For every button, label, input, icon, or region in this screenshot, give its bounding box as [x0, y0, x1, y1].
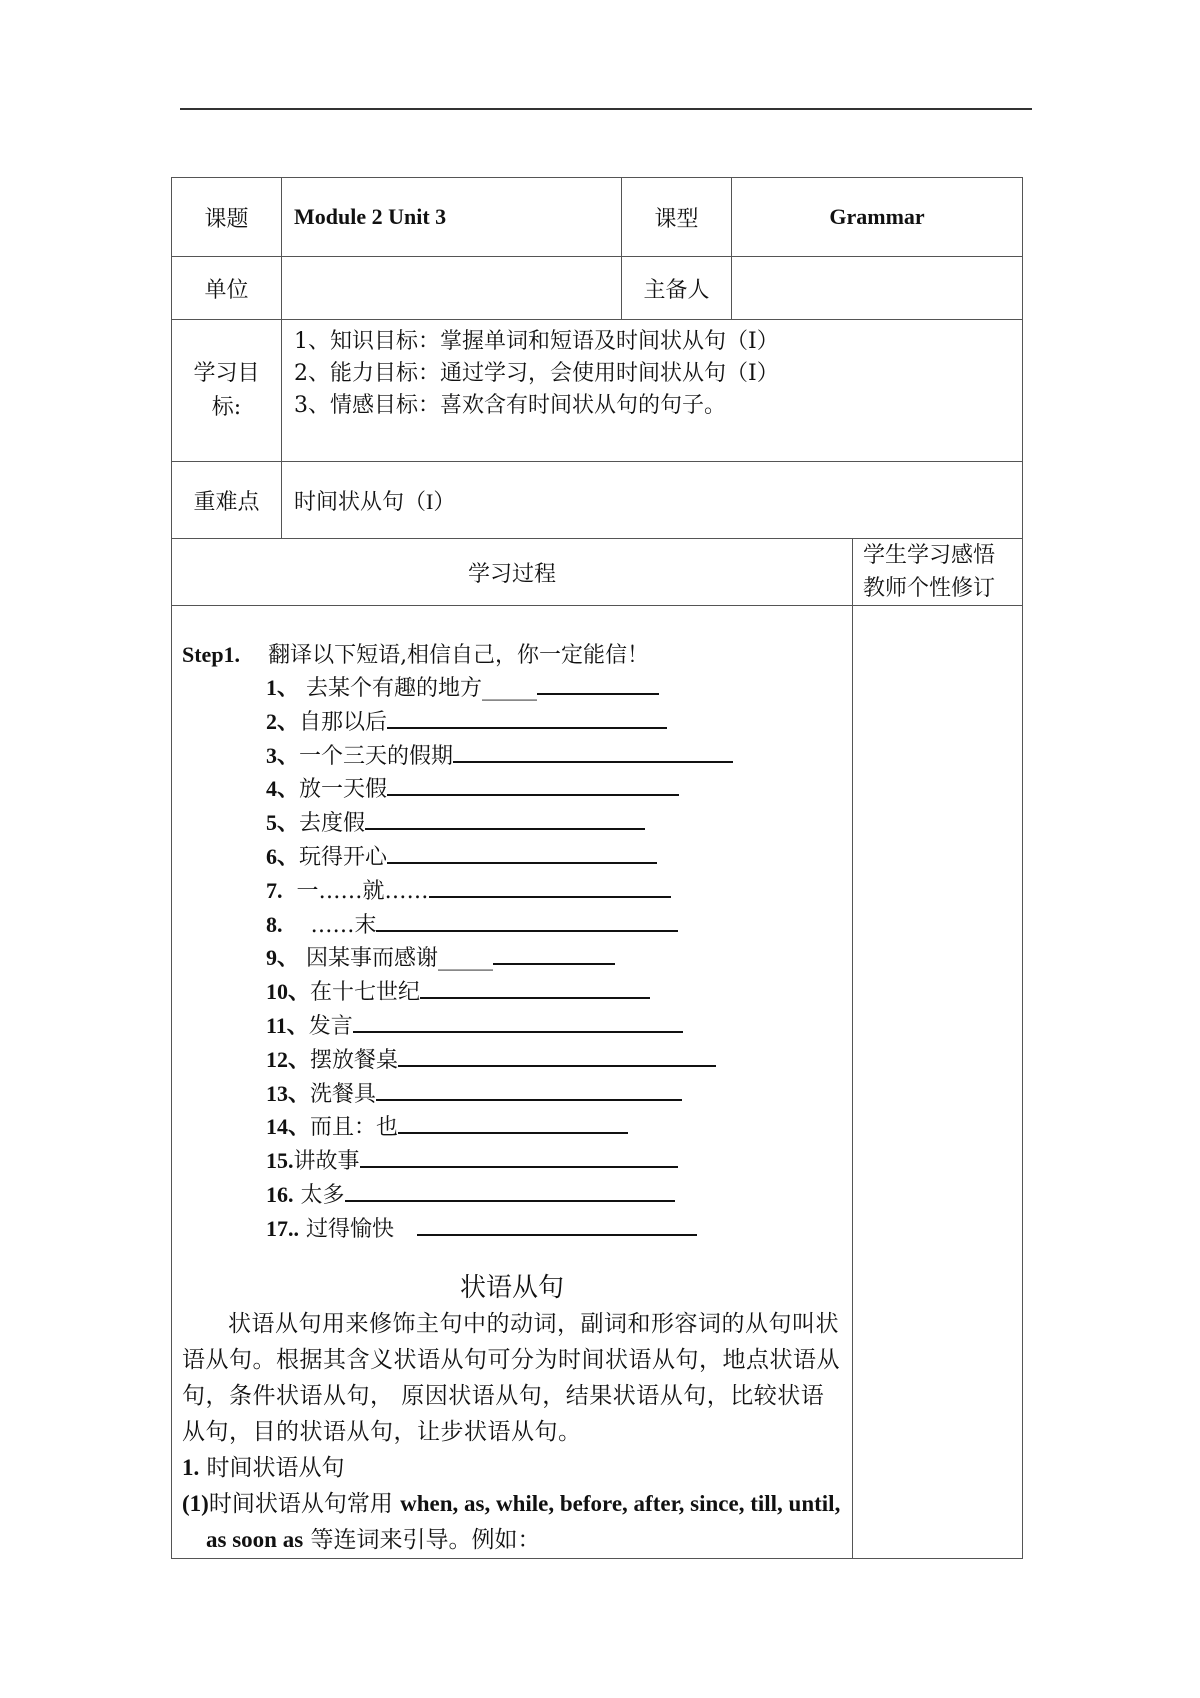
- phrase-number: 17..: [266, 1215, 299, 1241]
- step1-heading: [182, 640, 842, 671]
- answer-blank[interactable]: [365, 806, 645, 830]
- unit-label: 单位: [172, 257, 282, 320]
- keypoints-row: [172, 462, 1023, 539]
- goals-row: [172, 320, 1023, 462]
- side-header-line2: 教师个性修订: [863, 576, 996, 601]
- phrase-item: [266, 705, 842, 739]
- phrase-number: 6、: [266, 843, 300, 869]
- answer-blank[interactable]: [360, 1144, 678, 1168]
- phrase-number: 1、: [266, 675, 300, 700]
- phrase-number: 16.: [266, 1181, 294, 1207]
- phrase-text: 放一天假: [299, 777, 388, 803]
- answer-blank[interactable]: [537, 671, 659, 695]
- phrase-number: 3、: [266, 742, 300, 768]
- phrase-text: 而且：也: [310, 1115, 399, 1141]
- phrase-item: [266, 975, 842, 1009]
- phrase-item: [266, 874, 842, 908]
- topic-row: [172, 178, 1023, 257]
- answer-blank[interactable]: [417, 1212, 697, 1236]
- phrase-item: [266, 1009, 842, 1043]
- sub1-text-a: 时间状语从句常用: [208, 1490, 401, 1517]
- phrase-number: 2、: [266, 708, 300, 734]
- unit-row: [172, 257, 1023, 320]
- phrase-text: 洗餐具: [310, 1081, 377, 1107]
- phrase-item: [266, 1144, 842, 1178]
- process-content: [172, 606, 853, 1559]
- keypoints-label: 重难点: [172, 462, 282, 539]
- sub1-text-b: 等连词来引导。例如：: [303, 1526, 541, 1553]
- grammar-title: 状语从句: [459, 1272, 564, 1303]
- grammar-item1-num: 1.: [182, 1454, 200, 1480]
- goal-item: 2、能力目标：通过学习，会使用时间状从句（I）: [294, 361, 779, 386]
- phrase-number: 14、: [266, 1114, 311, 1140]
- phrase-number: 8.: [266, 911, 283, 937]
- grammar-item1-title: 时间状语从句: [199, 1454, 345, 1481]
- answer-blank[interactable]: [493, 941, 615, 965]
- phrase-number: 5、: [266, 810, 300, 836]
- step1-tag: Step1.: [182, 642, 241, 667]
- phrase-text: 太多: [293, 1182, 345, 1208]
- goals-label-line2: 标:: [211, 394, 242, 420]
- goal-item: 1、知识目标：掌握单词和短语及时间状从句（I）: [294, 329, 779, 354]
- process-header-row: [172, 539, 1023, 606]
- phrase-item: [266, 840, 842, 874]
- preparer-value: [732, 257, 1023, 320]
- answer-blank[interactable]: [345, 1178, 675, 1202]
- type-value: Grammar: [732, 178, 1023, 257]
- phrase-item: [266, 739, 842, 773]
- phrase-number: 15.: [266, 1148, 294, 1174]
- goals-label: [172, 320, 282, 462]
- phrase-item: [266, 671, 842, 705]
- goals-label-line1: 学习目: [193, 360, 260, 386]
- phrase-list: [182, 671, 842, 1246]
- side-header-line1: 学生学习感悟: [863, 543, 996, 568]
- phrase-text: 过得愉快: [299, 1216, 401, 1242]
- step1-title: 翻译以下短语,相信自己，你一定能信！: [268, 643, 650, 668]
- phrase-text: 摆放餐桌: [310, 1047, 399, 1073]
- phrase-number: 4、: [266, 776, 300, 802]
- keypoints-value: 时间状从句（I）: [282, 462, 1023, 539]
- answer-blank[interactable]: [387, 840, 657, 864]
- goal-item: 3、情感目标：喜欢含有时间状从句的句子。: [294, 393, 726, 418]
- side-column-header: [853, 539, 1023, 606]
- phrase-number: 13、: [266, 1080, 311, 1106]
- phrase-number: 11、: [266, 1012, 309, 1038]
- phrase-item: [266, 1212, 842, 1246]
- phrase-number: 9、: [266, 945, 300, 971]
- phrase-text: 一个三天的假期: [299, 743, 454, 769]
- phrase-text: 在十七世纪: [310, 980, 421, 1006]
- phrase-item: [266, 1110, 842, 1144]
- phrase-item: [266, 1077, 842, 1111]
- answer-blank[interactable]: [376, 1077, 682, 1101]
- phrase-text: 去某个有趣的地方_____: [299, 676, 538, 701]
- goals-content: [282, 320, 1023, 462]
- phrase-item: [266, 1178, 842, 1212]
- grammar-intro: 状语从句用来修饰主句中的动词，副词和形容词的从句叫状语从句。根据其含义状语从句可分为时间状语从句，地点状语从句，条件状语从句， 原因状语从句，结果状语从句，比较状语从句，目的状语从句，让步状语从句。: [182, 1310, 840, 1445]
- topic-label: 课题: [172, 178, 282, 257]
- lesson-plan-table: [171, 177, 1023, 1559]
- sub1-words: when, as, while, before, after, since, till, until, as soon as: [206, 1490, 841, 1552]
- header-rule: [180, 108, 1032, 110]
- phrase-text: 因某事而感谢_____: [299, 946, 494, 972]
- phrase-number: 12、: [266, 1046, 311, 1072]
- phrase-item: [266, 806, 842, 840]
- answer-blank[interactable]: [420, 975, 650, 999]
- sub1-prefix: (1): [182, 1490, 209, 1516]
- answer-blank[interactable]: [398, 1110, 628, 1134]
- phrase-text: 玩得开心: [299, 844, 388, 870]
- unit-value: [282, 257, 622, 320]
- phrase-text: ……末: [282, 912, 377, 938]
- answer-blank[interactable]: [376, 908, 678, 932]
- phrase-text: 发言: [308, 1013, 353, 1039]
- process-body-row: [172, 606, 1023, 1559]
- grammar-sub1: [182, 1486, 842, 1558]
- phrase-item: [266, 1043, 842, 1077]
- phrase-item: [266, 908, 842, 942]
- answer-blank[interactable]: [429, 874, 671, 898]
- answer-blank[interactable]: [387, 705, 667, 729]
- answer-blank[interactable]: [353, 1009, 683, 1033]
- phrase-text: 自那以后: [299, 709, 388, 735]
- side-notes-column: [853, 606, 1023, 1559]
- type-label: 课型: [622, 178, 732, 257]
- answer-blank[interactable]: [453, 739, 733, 763]
- phrase-text: 讲故事: [293, 1149, 360, 1175]
- answer-blank[interactable]: [387, 772, 679, 796]
- process-header: 学习过程: [172, 539, 853, 606]
- phrase-text: 去度假: [299, 811, 366, 837]
- topic-value: Module 2 Unit 3: [282, 178, 622, 257]
- phrase-number: 10、: [266, 979, 311, 1005]
- phrase-number: 7.: [266, 877, 283, 903]
- answer-blank[interactable]: [398, 1043, 716, 1067]
- preparer-label: 主备人: [622, 257, 732, 320]
- grammar-item1-heading: [182, 1450, 842, 1486]
- phrase-item: [266, 941, 842, 975]
- phrase-item: [266, 772, 842, 806]
- phrase-text: 一……就……: [282, 878, 429, 904]
